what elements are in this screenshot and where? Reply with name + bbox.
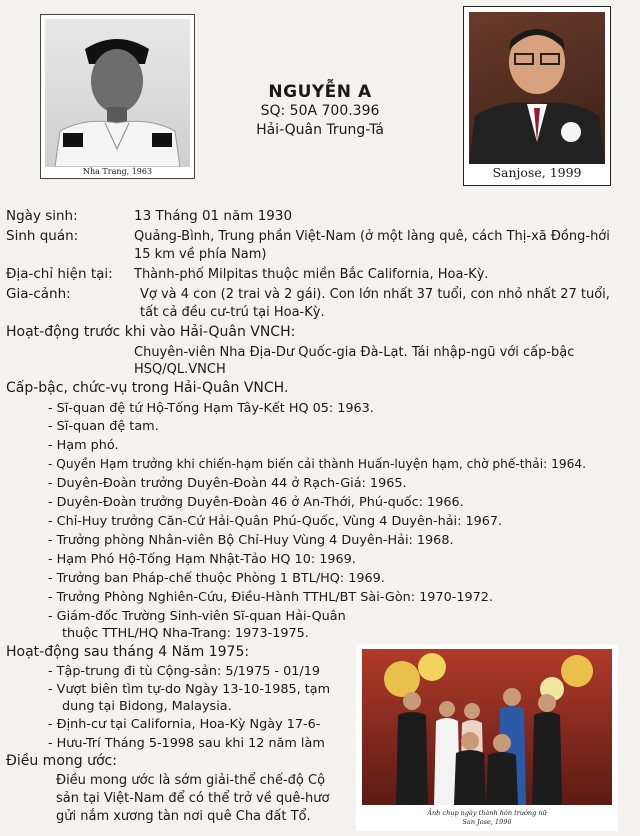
profile-header — [250, 82, 390, 140]
hometown-label: Sinh quán: — [6, 228, 79, 244]
wedding-photo — [356, 645, 618, 831]
career-item: - Duyên-Đoàn trưởng Duyên-Đoàn 44 ở Rạch-Giá: 1965. — [48, 476, 407, 491]
career-item: - Sĩ-quan đệ tam. — [48, 419, 159, 434]
before-navy-line-2: HSQ/QL.VNCH — [134, 362, 226, 377]
before-navy-line-1: Chuyên-viên Nha Địa-Dư Quốc-gia Đà-Lạt. Tái nhập-ngũ với cấp-bậc — [134, 345, 575, 360]
hometown-line-1: Quảng-Bình, Trung phần Việt-Nam (ở một làng quê, cách Thị-xã Đồng-hới — [134, 229, 610, 244]
birth-label: Ngày sinh: — [6, 208, 78, 224]
address-value: Thành-phố Milpitas thuộc miền Bắc California, Hoa-Kỳ. — [134, 267, 489, 282]
career-item: - Hạm Phó Hộ-Tống Hạm Nhật-Tảo HQ 10: 1969. — [48, 552, 356, 567]
after-item-continuation: dung tại Bidong, Malaysia. — [62, 699, 232, 714]
portrait-1963-image — [45, 19, 190, 167]
career-item: - Trưởng ban Pháp-chế thuộc Phòng 1 BTL/HQ: 1969. — [48, 571, 385, 586]
career-item: - Chỉ-Huy trưởng Căn-Cứ Hải-Quân Phú-Quốc, Vùng 4 Duyên-hải: 1967. — [48, 514, 503, 529]
family-line-2: tất cả đều cư-trú tại Hoa-Kỳ. — [140, 305, 325, 320]
person-name: NGUYỄN A — [268, 82, 372, 102]
wish-heading: Điều mong ước: — [6, 753, 117, 769]
wedding-caption-2: San Jose, 1996 — [462, 818, 512, 826]
after-item: - Tập-trung đi tù Cộng-sản: 5/1975 - 01/19 — [48, 664, 320, 679]
before-navy-heading: Hoạt-động trước khi vào Hải-Quân VNCH: — [6, 324, 296, 340]
wish-line-3: gửi nắm xương tàn nơi quê Cha đất Tổ. — [56, 809, 311, 824]
hometown-line-2: 15 km về phía Nam) — [134, 247, 267, 262]
older-man-portrait-icon — [469, 12, 605, 164]
address-label: Địa-chỉ hiện tại: — [6, 266, 113, 282]
family-group-photo-icon — [362, 649, 612, 805]
portrait-1999-caption: Sanjose, 1999 — [492, 165, 582, 180]
family-line-1: Vợ và 4 con (2 trai và 2 gái). Con lớn nhất 37 tuổi, con nhỏ nhất 27 tuổi, — [140, 287, 610, 302]
portrait-1999-photo — [463, 6, 611, 186]
wish-line-1: Điều mong ước là sớm giải-thể chế-độ Cộ — [56, 773, 326, 788]
after-item: - Định-cư tại California, Hoa-Kỳ Ngày 17-6- — [48, 717, 321, 732]
birth-value: 13 Tháng 01 năm 1930 — [134, 208, 293, 224]
career-item: - Sĩ-quan đệ tứ Hộ-Tống Hạm Tây-Kết HQ 05: 1963. — [48, 401, 374, 416]
portrait-1999-image — [469, 12, 605, 164]
wedding-image — [362, 649, 612, 805]
career-item-continuation: thuộc TTHL/HQ Nha-Trang: 1973-1975. — [62, 626, 309, 641]
service-number: SQ: 50A 700.396 — [260, 103, 380, 119]
wish-line-2: sản tại Việt-Nam để có thể trở về quê-hươ — [56, 791, 330, 806]
career-item: - Trưởng phòng Nhân-viên Bộ Chỉ-Huy Vùng 4 Duyên-Hải: 1968. — [48, 533, 454, 548]
career-item: - Duyên-Đoàn trưởng Duyên-Đoàn 46 ở An-Thới, Phú-quốc: 1966. — [48, 495, 464, 510]
career-item: - Hạm phó. — [48, 438, 119, 453]
after-item: - Hưu-Trí Tháng 5-1998 sau khi 12 năm làm — [48, 736, 325, 751]
career-item: - Trưởng Phòng Nghiên-Cứu, Điều-Hành TTHL/BT Sài-Gòn: 1970-1972. — [48, 590, 493, 605]
family-label: Gia-cảnh: — [6, 286, 71, 302]
career-item: - Quyền Hạm trưởng khi chiến-hạm biến cải thành Huấn-luyện hạm, chờ phế-thải: 1964. — [48, 457, 586, 471]
after-item: - Vượt biên tìm tự-do Ngày 13-10-1985, tạm — [48, 682, 331, 697]
portrait-1963-photo — [40, 14, 195, 179]
rank-title: Hải-Quân Trung-Tá — [256, 122, 384, 138]
young-officer-portrait-icon — [45, 19, 190, 167]
after-1975-heading: Hoạt-động sau tháng 4 Năm 1975: — [6, 644, 250, 660]
wedding-caption-1: Ảnh chụp ngày thành hôn trưởng nữ — [427, 809, 547, 817]
portrait-1963-caption: Nha Trang, 1963 — [82, 167, 153, 176]
career-heading: Cấp-bậc, chức-vụ trong Hải-Quân VNCH. — [6, 380, 289, 396]
career-item: - Giám-đốc Trường Sinh-viên Sĩ-quan Hải-Quân — [48, 609, 346, 624]
